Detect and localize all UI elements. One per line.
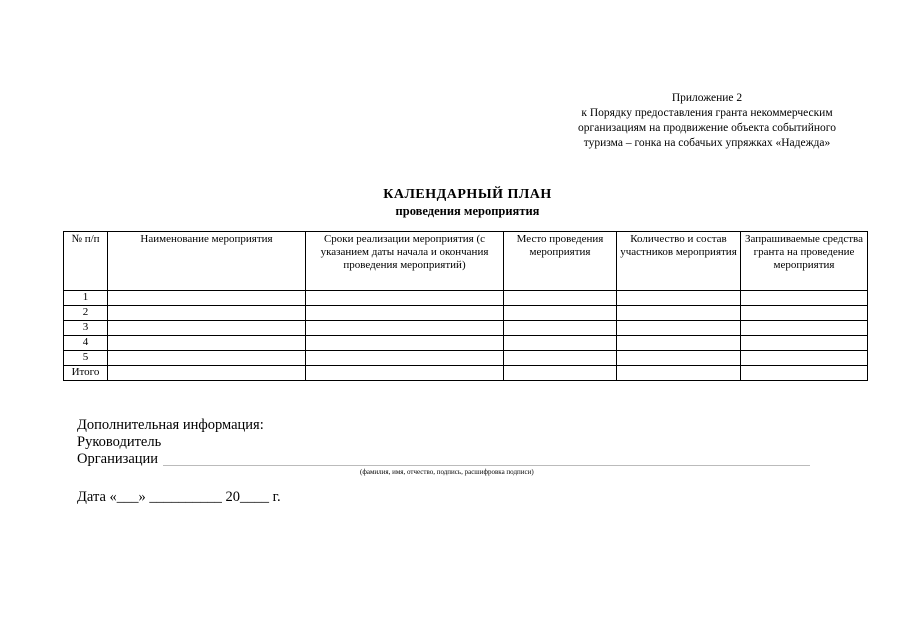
grant-funds-cell[interactable] xyxy=(741,306,868,321)
column-header-grant-funds: Запрашиваемые средства гранта на проведение мероприятия xyxy=(741,232,868,291)
place-cell[interactable] xyxy=(504,351,617,366)
head-label: Руководитель xyxy=(77,434,162,450)
table-row xyxy=(64,351,868,366)
appendix-header xyxy=(548,91,866,151)
grant-funds-cell[interactable] xyxy=(741,291,868,306)
date-line[interactable]: Дата «___» __________ 20____ г. xyxy=(77,489,281,505)
dates-cell[interactable] xyxy=(306,351,504,366)
calendar-plan-table xyxy=(63,231,868,381)
additional-info-label: Дополнительная информация: xyxy=(77,417,264,433)
row-number-cell: 1 xyxy=(64,291,108,306)
appendix-text-line: туризма – гонка на собачьих упряжках «Надежда» xyxy=(583,137,831,149)
organization-label: Организации xyxy=(77,451,159,467)
event-name-cell[interactable] xyxy=(108,321,306,336)
participants-cell[interactable] xyxy=(617,366,741,381)
place-cell[interactable] xyxy=(504,321,617,336)
row-number-cell: 4 xyxy=(64,336,108,351)
dates-cell[interactable] xyxy=(306,291,504,306)
place-cell[interactable] xyxy=(504,366,617,381)
additional-info-block xyxy=(77,417,264,468)
participants-cell[interactable] xyxy=(617,291,741,306)
place-cell[interactable] xyxy=(504,291,617,306)
grant-funds-cell[interactable] xyxy=(741,351,868,366)
column-header-dates: Сроки реализации мероприятия (с указанием даты начала и окончания проведения мероприятий) xyxy=(306,232,504,291)
table-header-row xyxy=(64,232,868,291)
table-row xyxy=(64,306,868,321)
appendix-text-line: к Порядку предоставления гранта некоммерческим xyxy=(581,107,833,119)
column-header-event-name: Наименование мероприятия xyxy=(108,232,306,291)
row-number-cell: 5 xyxy=(64,351,108,366)
grant-funds-cell[interactable] xyxy=(741,366,868,381)
participants-cell[interactable] xyxy=(617,306,741,321)
event-name-cell[interactable] xyxy=(108,291,306,306)
table-row xyxy=(64,291,868,306)
document-title: КАЛЕНДАРНЫЙ ПЛАН xyxy=(383,187,552,202)
grant-funds-cell[interactable] xyxy=(741,336,868,351)
place-cell[interactable] xyxy=(504,306,617,321)
row-number-cell: 2 xyxy=(64,306,108,321)
table-total-row xyxy=(64,366,868,381)
participants-cell[interactable] xyxy=(617,351,741,366)
signature-caption: (фамилия, имя, отчество, подпись, расшифровка подписи) xyxy=(360,468,534,476)
signature-line[interactable] xyxy=(163,465,810,466)
dates-cell[interactable] xyxy=(306,366,504,381)
grant-funds-cell[interactable] xyxy=(741,321,868,336)
appendix-number: Приложение 2 xyxy=(671,92,743,104)
event-name-cell[interactable] xyxy=(108,306,306,321)
event-name-cell[interactable] xyxy=(108,351,306,366)
dates-cell[interactable] xyxy=(306,336,504,351)
column-header-number: № п/п xyxy=(64,232,108,291)
participants-cell[interactable] xyxy=(617,336,741,351)
row-number-cell: 3 xyxy=(64,321,108,336)
event-name-cell[interactable] xyxy=(108,366,306,381)
table-row xyxy=(64,321,868,336)
column-header-participants: Количество и состав участников мероприятия xyxy=(617,232,741,291)
dates-cell[interactable] xyxy=(306,321,504,336)
appendix-text-line: организациям на продвижение объекта событийного xyxy=(578,122,836,134)
dates-cell[interactable] xyxy=(306,306,504,321)
document-subtitle: проведения мероприятия xyxy=(395,204,540,218)
table-row xyxy=(64,336,868,351)
participants-cell[interactable] xyxy=(617,321,741,336)
event-name-cell[interactable] xyxy=(108,336,306,351)
place-cell[interactable] xyxy=(504,336,617,351)
total-label-cell: Итого xyxy=(64,366,108,381)
column-header-place: Место проведения мероприятия xyxy=(504,232,617,291)
